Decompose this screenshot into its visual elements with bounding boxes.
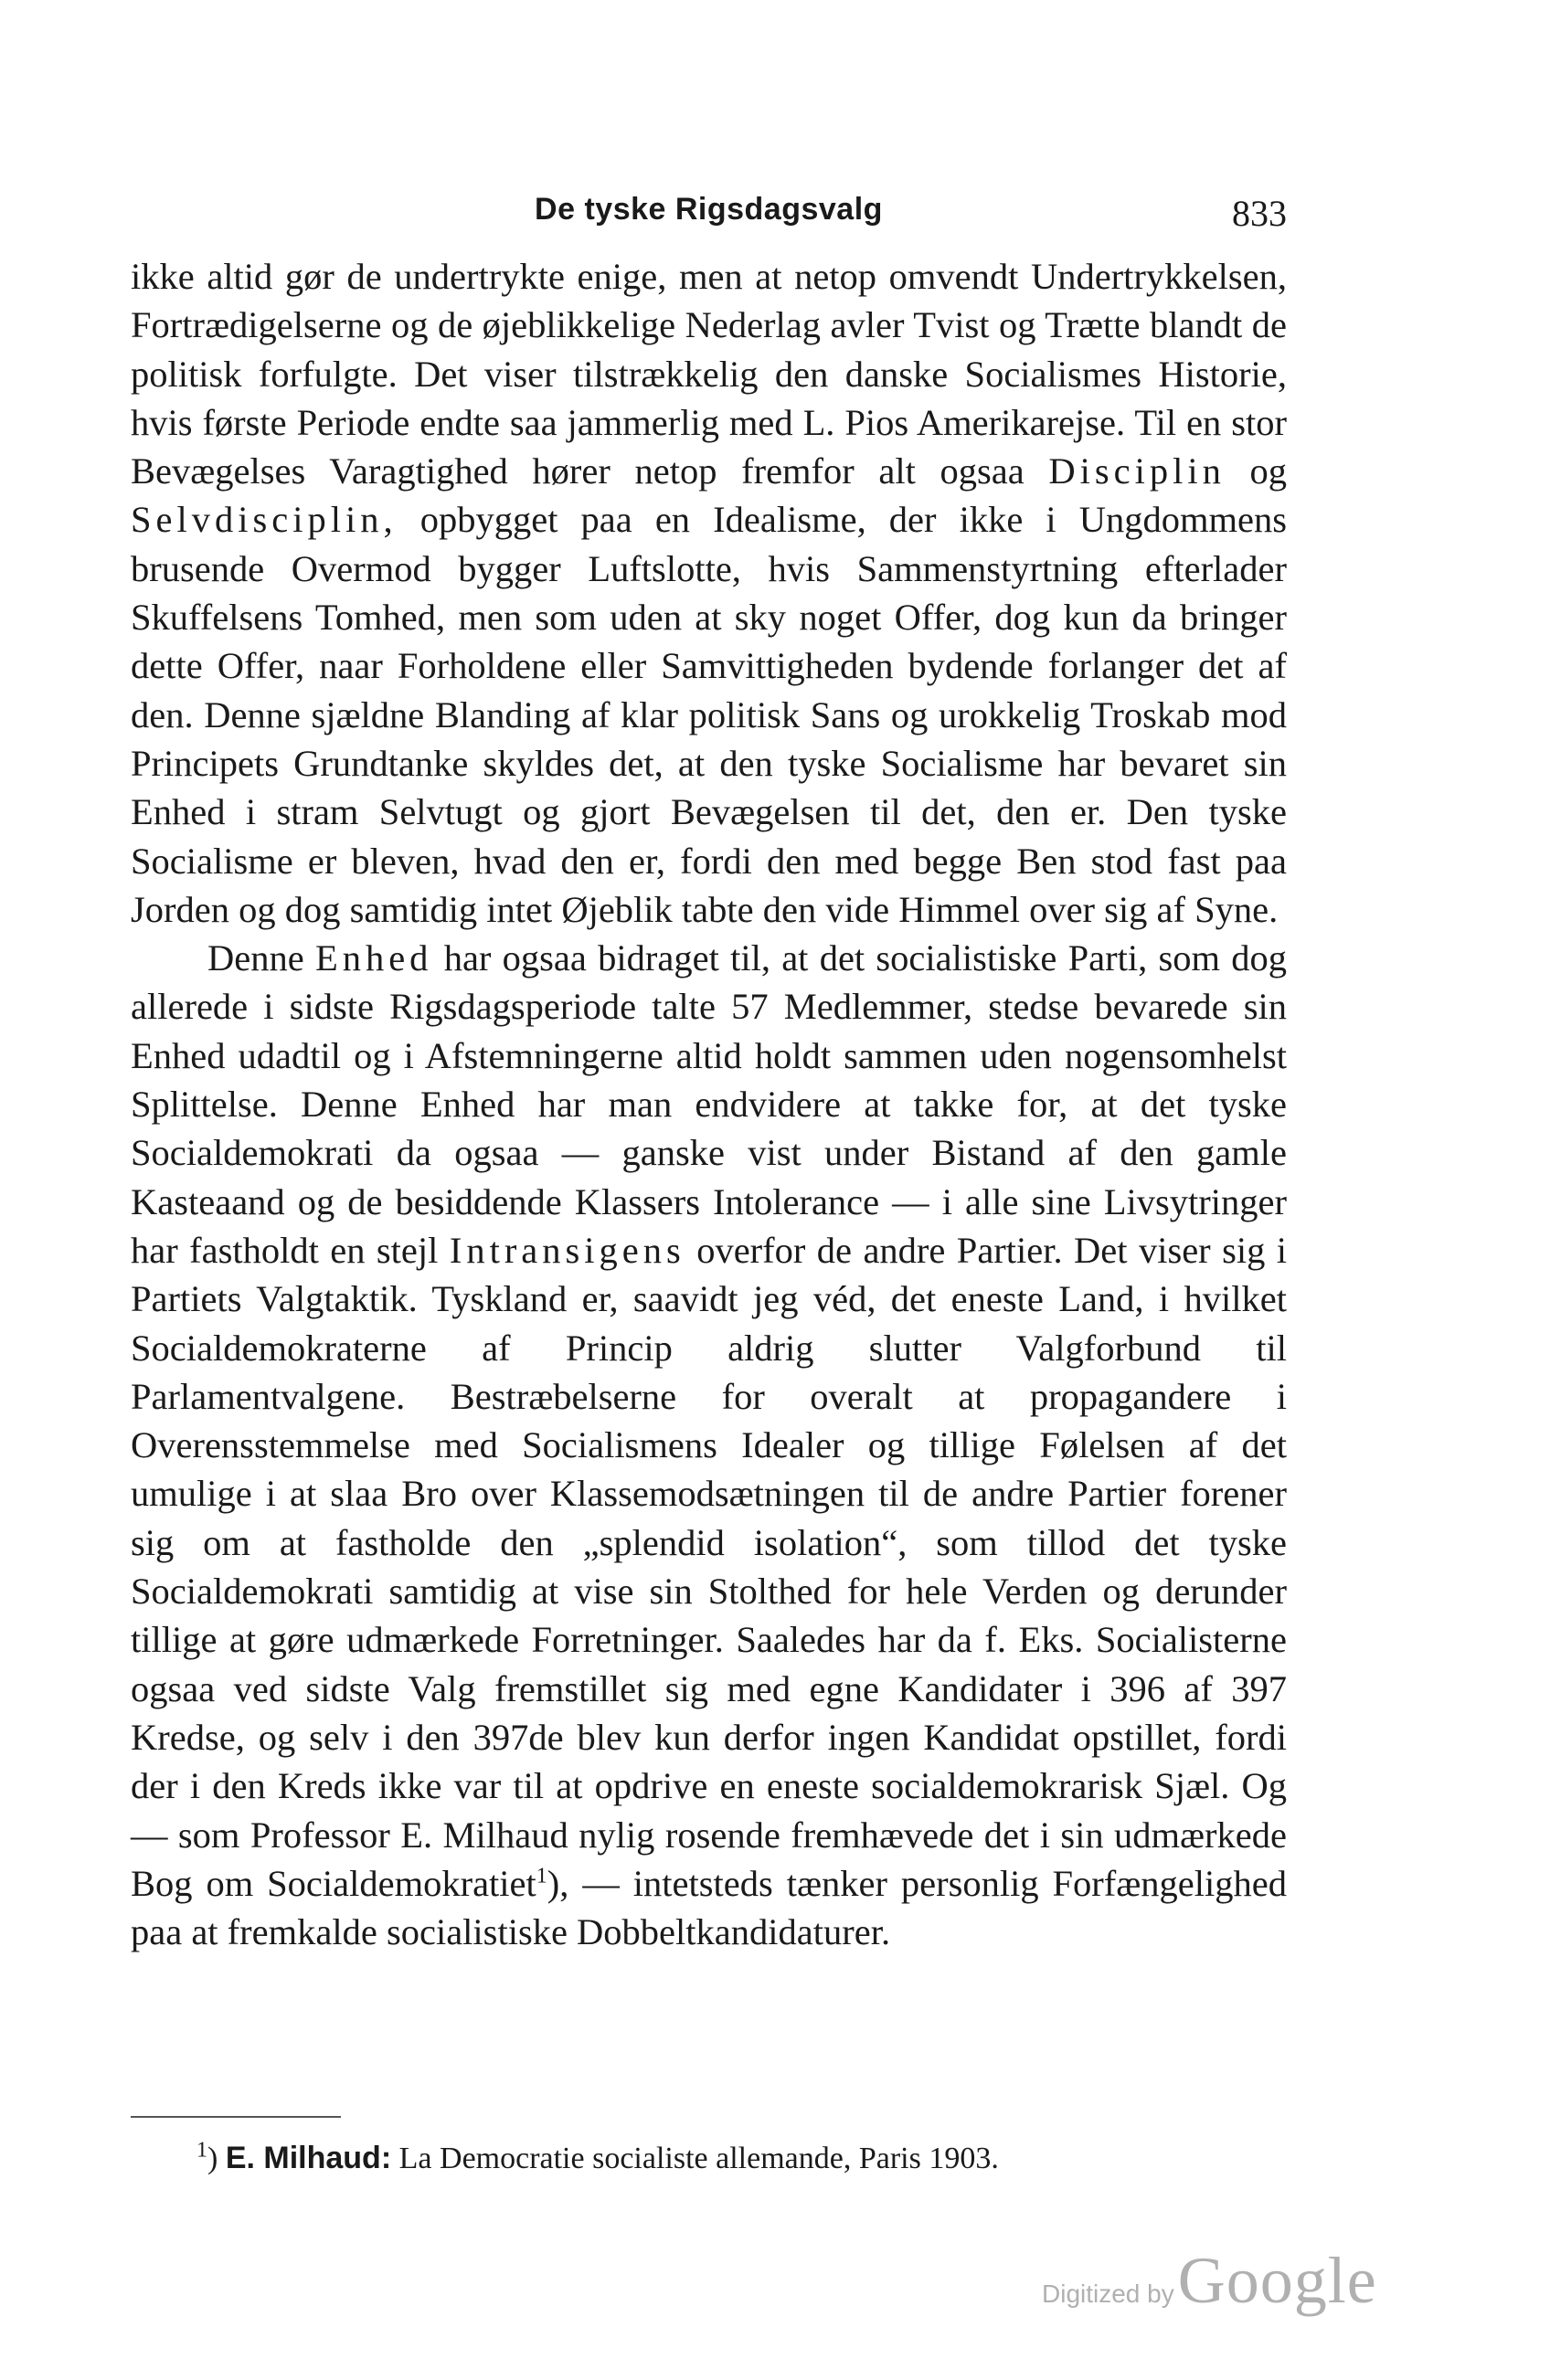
- paragraph-1: [131, 252, 1287, 934]
- text-run: opbygget paa en Idealisme, der ikke i Ungdommens brusende Overmod bygger Luftslotte, hvis Sammenstyrtning efterlader Skuffelsens Tomhed, men som uden at sky noget Offer, dog kun da bringer dette Offer, naar Forholdene eller Samvittigheden bydende forlanger det af den. Denne sjældne Blanding af klar politisk Sans og urokkelig Troskab mod Principets Grundtanke skyldes det, at den tyske Socialisme har bevaret sin Enhed i stram Selvtugt og gjort Bevægelsen til det, den er. Den tyske Socialisme er bleven, hvad den er, fordi den med begge Ben stod fast paa Jorden og dog samtidig intet Øjeblik tabte den vide Himmel over sig af Syne.: [131, 499, 1287, 930]
- watermark-brand: Google: [1177, 2244, 1377, 2317]
- text-run: har ogsaa bidraget til, at det socialistiske Parti, som dog allerede i sidste Rigsdagsperiode talte 57 Medlemmer, stedse bevarede sin Enhed udadtil og i Afstemningerne altid holdt sammen uden nogensomhelst Splittelse. Denne Enhed har man endvidere at takke for, at det tyske Socialdemokrati da ogsaa — ganske vist under Bistand af den gamle Kasteaand og de besiddende Klassers Intolerance — i alle sine Livsytringer har fastholdt en stejl: [131, 937, 1288, 1271]
- digitized-watermark: [1042, 2243, 1377, 2319]
- paragraph-2: [131, 934, 1287, 1956]
- emphasis-selvdisciplin: Selvdisciplin,: [131, 499, 398, 541]
- footnote-reference[interactable]: 1: [536, 1864, 547, 1888]
- page-header: [131, 192, 1287, 247]
- footnote-text: La Democratie socialiste allemande, Paris 1903.: [398, 2142, 999, 2175]
- emphasis-disciplin: Disciplin: [1048, 450, 1226, 492]
- footnote-author: E. Milhaud:: [225, 2141, 392, 2175]
- footnote-marker: 1: [196, 2138, 207, 2163]
- text-run: overfor de andre Partier. Det viser sig i Partiets Valgtaktik. Tyskland er, saavidt jeg véd, det eneste Land, i hvilket Socialdemokraterne af Princip aldrig slutter Valgforbund til Parlamentvalgene. Bestræbelserne for overalt at propagandere i Overensstemmelse med Socialismens Idealer og tillige Følelsen af det umulige i at slaa Bro over Klassemodsætningen til de andre Partier forener sig om at fastholde den „splendid isolation“, som tillod det tyske Socialdemokrati samtidig at vise sin Stolthed for hele Verden og derunder tillige at gøre udmærkede Forretninger. Saaledes har da f. Eks. Socialisterne ogsaa ved sidste Valg fremstillet sig med egne Kandidater i 396 af 397 Kredse, og selv i den 397de blev kun derfor ingen Kandidat opstillet, fordi der i den Kreds ikke var til at opdrive en eneste socialdemokrarisk Sjæl. Og — som Professor E. Milhaud nylig rosende fremhævede det i sin udmærkede Bog om Socialdemokratiet: [131, 1229, 1288, 1904]
- running-head: De tyske Rigsdagsvalg: [535, 192, 883, 227]
- page-number: 833: [1232, 193, 1287, 234]
- emphasis-enhed: Enhed: [314, 937, 433, 979]
- text-run: og: [1249, 450, 1288, 492]
- text-run: ), — intetsteds tænker personlig Forfængelighed paa at fremkalde socialistiske Dobbeltkandidaturer.: [131, 1862, 1287, 1953]
- footnote-divider: [131, 2116, 341, 2118]
- watermark-prefix: Digitized by: [1042, 2280, 1174, 2308]
- body-text: [131, 252, 1287, 1956]
- emphasis-intransigens: Intransigens: [449, 1229, 685, 1271]
- footnote: $^1$) E. Milhaud: La Democratie socialiste allemande, Paris 1903.: [196, 2138, 999, 2175]
- text-run: ikke altid gør de undertrykte enige, men at netop omvendt Undertrykkelsen, Fortrædigelserne og de øjeblikkelige Nederlag avler Tvist og Trætte blandt de politisk forfulgte. Det viser tilstrækkelig den danske Socialismes Historie, hvis første Periode endte saa jammerlig med L. Pios Amerikarejse. Til en stor Bevægelses Varagtighed hører netop fremfor alt ogsaa: [131, 256, 1287, 492]
- text-run: Denne: [207, 937, 304, 979]
